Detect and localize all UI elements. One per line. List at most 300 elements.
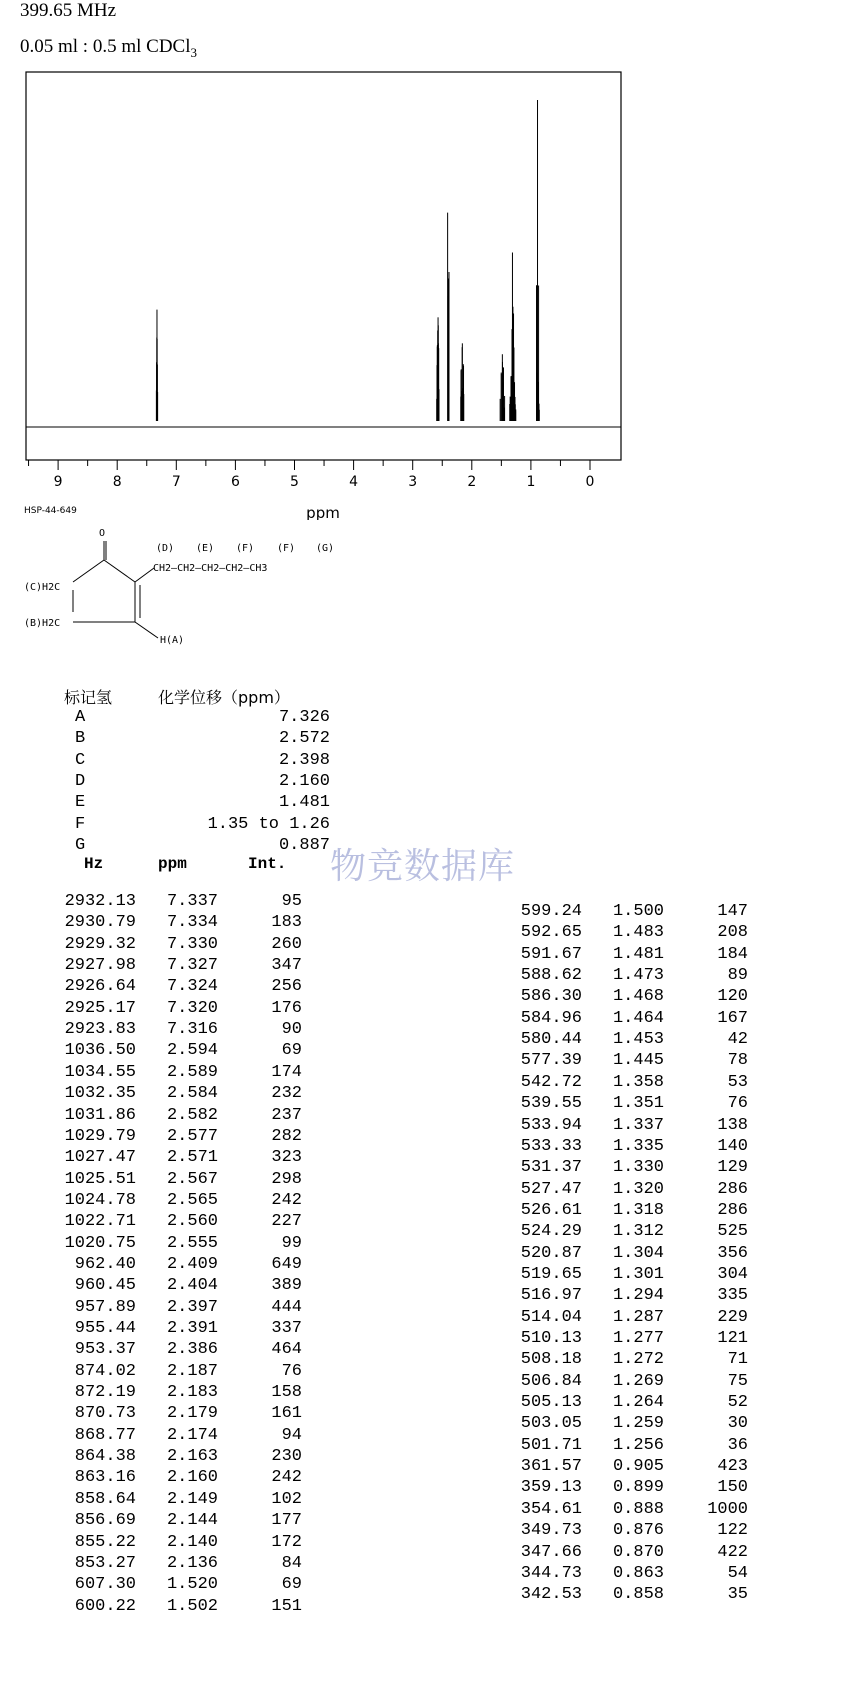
peak-hz: 1027.47 (64, 1148, 136, 1168)
carbon-position-label: (F) (277, 543, 296, 554)
peak-row (502, 1244, 762, 1265)
peak-intensity: 208 (717, 923, 748, 943)
peak-row (56, 1170, 316, 1191)
int-column-header: Int. (248, 855, 287, 873)
assignment-shift: 7.326 (278, 708, 330, 727)
peak-hz: 347.66 (520, 1542, 582, 1562)
peak-hz: 2926.64 (64, 977, 136, 997)
peak-row (502, 1201, 762, 1222)
peak-intensity: 167 (717, 1008, 748, 1028)
peak-intensity: 177 (271, 1511, 302, 1531)
peak-row (502, 1372, 762, 1393)
peak-row (56, 956, 316, 977)
peak-ppm: 2.594 (166, 1041, 218, 1061)
carbon-position-label: (G) (316, 543, 335, 554)
peak-intensity: 242 (271, 1190, 302, 1210)
peak-row (502, 1329, 762, 1350)
assignment-shift: 1.481 (278, 793, 330, 813)
peak-row (502, 987, 762, 1008)
assignment-label: G (75, 835, 86, 855)
peak-ppm: 2.571 (166, 1148, 218, 1168)
peak-ppm: 1.445 (612, 1051, 664, 1071)
peak-row (56, 1276, 316, 1297)
peak-ppm: 1.330 (612, 1158, 664, 1178)
peak-intensity: 176 (271, 998, 302, 1018)
peak-ppm: 1.320 (612, 1179, 664, 1199)
peak-hz: 955.44 (74, 1319, 136, 1338)
peak-intensity: 183 (271, 913, 302, 933)
assignment-shift: 2.572 (278, 729, 330, 749)
peak-hz: 580.44 (520, 1030, 582, 1050)
peak-hz: 361.57 (520, 1457, 582, 1477)
peak-ppm: 0.876 (612, 1521, 664, 1541)
peak-ppm: 2.149 (166, 1489, 218, 1509)
assignment-label: D (75, 771, 86, 791)
peak-hz: 1032.35 (64, 1084, 136, 1104)
assignment-label: A (75, 708, 86, 727)
peak-hz: 506.84 (520, 1371, 582, 1391)
peak-row (56, 1362, 316, 1383)
peak-hz: 2925.17 (64, 998, 136, 1018)
peak-hz: 2927.98 (64, 956, 136, 976)
peak-intensity: 122 (717, 1521, 748, 1541)
peak-hz: 505.13 (520, 1393, 582, 1413)
peak-intensity: 172 (271, 1532, 302, 1552)
peak-row (502, 1116, 762, 1137)
peak-row (56, 1597, 316, 1618)
peak-row (502, 1543, 762, 1564)
peak-row (56, 1127, 316, 1148)
peak-ppm: 1.464 (612, 1008, 664, 1028)
peak-row (56, 1554, 316, 1575)
peak-hz: 508.18 (520, 1350, 582, 1370)
peak-ppm: 1.337 (612, 1115, 664, 1135)
peak-ppm: 2.567 (166, 1169, 218, 1189)
peak-row (56, 1298, 316, 1319)
peak-ppm: 1.520 (166, 1575, 218, 1595)
peak-intensity: 649 (271, 1254, 302, 1274)
peak-ppm: 1.502 (166, 1596, 218, 1616)
peak-ppm: 7.330 (166, 934, 218, 954)
peak-intensity: 525 (717, 1222, 748, 1242)
x-tick-label: 4 (349, 474, 359, 490)
peak-intensity: 71 (727, 1350, 748, 1370)
peak-row (502, 966, 762, 987)
peak-row (502, 1073, 762, 1094)
b-hydrogen-label: (B)H2C (24, 618, 61, 629)
carbon-position-label: (E) (196, 543, 215, 554)
peak-row (56, 1020, 316, 1041)
peak-hz: 520.87 (520, 1243, 582, 1263)
peak-intensity: 140 (717, 1136, 748, 1156)
peak-row (502, 1564, 762, 1585)
peak-ppm: 2.179 (166, 1404, 218, 1424)
peak-row (56, 892, 316, 913)
peak-row (502, 1308, 762, 1329)
peak-ppm: 2.160 (166, 1468, 218, 1488)
peak-intensity: 304 (717, 1264, 748, 1284)
carbon-position-label: (F) (236, 543, 255, 554)
peak-ppm: 2.391 (166, 1319, 218, 1338)
peak-intensity: 230 (271, 1447, 302, 1467)
peak-ppm: 7.316 (166, 1020, 218, 1040)
peak-hz: 864.38 (74, 1447, 136, 1467)
peak-intensity: 52 (727, 1393, 748, 1413)
peak-hz: 591.67 (520, 944, 582, 964)
peak-ppm: 1.318 (612, 1200, 664, 1220)
peak-row (502, 902, 762, 923)
assignment-label: E (75, 793, 86, 813)
assignment-shift: 2.160 (278, 771, 330, 791)
peak-intensity: 423 (717, 1457, 748, 1477)
peak-ppm: 2.555 (166, 1233, 218, 1253)
peak-row (502, 1350, 762, 1371)
peak-hz: 524.29 (520, 1222, 582, 1242)
peak-ppm: 2.404 (166, 1276, 218, 1296)
peak-ppm: 7.320 (166, 998, 218, 1018)
peak-hz: 514.04 (520, 1307, 582, 1327)
peak-intensity: 30 (727, 1414, 748, 1434)
peak-intensity: 75 (727, 1371, 748, 1391)
peak-ppm: 2.565 (166, 1190, 218, 1210)
peak-ppm: 2.589 (166, 1062, 218, 1082)
peak-hz: 577.39 (520, 1051, 582, 1071)
peak-row (502, 923, 762, 944)
peak-hz: 2929.32 (64, 934, 136, 954)
peak-intensity: 158 (271, 1383, 302, 1403)
peak-hz: 519.65 (520, 1264, 582, 1284)
peak-row (502, 1500, 762, 1521)
peak-intensity: 54 (727, 1563, 748, 1583)
peak-intensity: 184 (717, 944, 748, 964)
solvent-subscript: 3 (190, 44, 197, 60)
peak-row (502, 1478, 762, 1499)
peak-ppm: 1.301 (612, 1264, 664, 1284)
peak-hz: 855.22 (74, 1532, 136, 1552)
peak-row (56, 1383, 316, 1404)
peak-row (502, 1094, 762, 1115)
peak-hz: 510.13 (520, 1329, 582, 1348)
spectrometer-frequency: 399.65 MHz (20, 0, 117, 21)
peak-hz: 607.30 (74, 1575, 136, 1595)
peak-row (56, 1490, 316, 1511)
peak-intensity: 256 (271, 977, 302, 997)
peak-ppm: 1.351 (612, 1094, 664, 1114)
peak-row (502, 1030, 762, 1051)
peak-hz: 533.94 (520, 1115, 582, 1135)
peak-intensity: 76 (281, 1361, 302, 1381)
peak-ppm: 0.858 (612, 1585, 664, 1605)
peak-hz: 953.37 (74, 1340, 136, 1360)
peak-row (56, 1468, 316, 1489)
peak-row (56, 1063, 316, 1084)
peak-hz: 853.27 (74, 1553, 136, 1573)
peak-intensity: 120 (717, 987, 748, 1007)
peak-hz: 588.62 (520, 966, 582, 986)
peak-row (56, 935, 316, 956)
peak-intensity: 298 (271, 1169, 302, 1189)
peak-hz: 863.16 (74, 1468, 136, 1488)
peak-hz: 531.37 (520, 1158, 582, 1178)
peak-ppm: 1.259 (612, 1414, 664, 1434)
peak-hz: 359.13 (520, 1478, 582, 1498)
peak-hz: 533.33 (520, 1136, 582, 1156)
peak-ppm: 1.272 (612, 1350, 664, 1370)
peak-intensity: 150 (717, 1478, 748, 1498)
peak-ppm: 2.136 (166, 1553, 218, 1573)
peak-row (56, 1234, 316, 1255)
c-hydrogen-label: (C)H2C (24, 582, 61, 593)
peak-intensity: 129 (717, 1158, 748, 1178)
assignment-label: F (75, 814, 86, 834)
x-axis-label: ppm (306, 504, 340, 520)
x-tick-label: 9 (53, 474, 63, 490)
peak-ppm: 0.905 (612, 1457, 664, 1477)
peak-intensity: 260 (271, 934, 302, 954)
peak-intensity: 464 (271, 1340, 302, 1360)
peak-intensity: 335 (717, 1286, 748, 1306)
peak-ppm: 1.335 (612, 1136, 664, 1156)
peak-intensity: 282 (271, 1126, 302, 1146)
peak-intensity: 1000 (707, 1499, 748, 1519)
peak-row (502, 1286, 762, 1307)
peak-intensity: 90 (281, 1020, 302, 1040)
peak-hz: 1022.71 (64, 1212, 136, 1232)
peak-row (56, 999, 316, 1020)
peak-row (502, 1222, 762, 1243)
peak-intensity: 323 (271, 1148, 302, 1168)
watermark: 物竞数据库 (330, 846, 516, 887)
x-tick-label: 5 (290, 474, 299, 490)
peak-hz: 1025.51 (64, 1169, 136, 1189)
peak-intensity: 227 (271, 1212, 302, 1232)
peak-row (56, 913, 316, 934)
peak-hz: 858.64 (74, 1489, 136, 1509)
peak-hz: 1034.55 (64, 1062, 136, 1082)
peak-intensity: 229 (717, 1307, 748, 1327)
x-tick-label: 7 (171, 474, 181, 490)
oxygen-atom: O (99, 528, 106, 539)
peak-ppm: 0.888 (612, 1499, 664, 1519)
x-tick-label: 3 (408, 474, 418, 490)
peak-row (56, 1511, 316, 1532)
peak-ppm: 1.269 (612, 1371, 664, 1391)
peak-hz: 1031.86 (64, 1105, 136, 1125)
assignment-shift: 2.398 (278, 750, 330, 770)
peak-ppm: 7.334 (166, 913, 218, 933)
solvent-text: 0.05 ml : 0.5 ml CDCl (20, 36, 191, 57)
peak-row (502, 1158, 762, 1179)
peak-ppm: 2.386 (166, 1340, 218, 1360)
peak-hz: 354.61 (520, 1499, 582, 1519)
peak-ppm: 1.468 (612, 987, 664, 1007)
chemical-shift-header: 化学位移（ppm） (158, 688, 290, 707)
peak-hz: 600.22 (74, 1596, 136, 1616)
peak-ppm: 1.287 (612, 1307, 664, 1327)
peak-row (502, 1393, 762, 1414)
peak-hz: 1024.78 (64, 1190, 136, 1210)
peak-intensity: 76 (727, 1094, 748, 1114)
peak-ppm: 1.500 (612, 902, 664, 921)
peak-hz: 1036.50 (64, 1041, 136, 1061)
peak-ppm: 2.163 (166, 1447, 218, 1467)
peak-intensity: 78 (727, 1051, 748, 1071)
peak-row (502, 1051, 762, 1072)
peak-intensity: 147 (717, 902, 748, 921)
peak-hz: 868.77 (74, 1425, 136, 1445)
peak-ppm: 2.577 (166, 1126, 218, 1146)
peak-ppm: 2.409 (166, 1254, 218, 1274)
peak-row (502, 1009, 762, 1030)
peak-row (56, 1084, 316, 1105)
peak-ppm: 1.304 (612, 1243, 664, 1263)
peak-ppm: 1.312 (612, 1222, 664, 1242)
peak-hz: 2932.13 (64, 892, 136, 911)
peak-row (56, 1319, 316, 1340)
a-hydrogen-label: H(A) (160, 635, 185, 646)
peak-intensity: 138 (717, 1115, 748, 1135)
peak-hz: 874.02 (74, 1361, 136, 1381)
peak-ppm: 1.473 (612, 966, 664, 986)
carbon-position-label: (D) (156, 543, 175, 554)
peak-hz: 516.97 (520, 1286, 582, 1306)
peak-intensity: 242 (271, 1468, 302, 1488)
peak-intensity: 95 (281, 892, 302, 911)
peak-intensity: 422 (717, 1542, 748, 1562)
peak-row (56, 1191, 316, 1212)
peak-hz: 957.89 (74, 1297, 136, 1317)
peak-ppm: 1.358 (612, 1072, 664, 1092)
peak-hz: 527.47 (520, 1179, 582, 1199)
peak-ppm: 2.582 (166, 1105, 218, 1125)
peak-ppm: 2.560 (166, 1212, 218, 1232)
peak-intensity: 444 (271, 1297, 302, 1317)
assignment-shift: 0.887 (278, 835, 330, 855)
peak-hz: 856.69 (74, 1511, 136, 1531)
peak-ppm: 1.264 (612, 1393, 664, 1413)
x-tick-label: 1 (526, 474, 536, 490)
peak-intensity: 232 (271, 1084, 302, 1104)
assignment-shift: 1.35 to 1.26 (207, 814, 330, 834)
peak-ppm: 2.187 (166, 1361, 218, 1381)
peak-hz: 526.61 (520, 1200, 582, 1220)
peak-intensity: 151 (271, 1596, 302, 1616)
peak-hz: 584.96 (520, 1008, 582, 1028)
peak-row (56, 1533, 316, 1554)
x-tick-label: 0 (585, 474, 595, 490)
peak-intensity: 35 (727, 1585, 748, 1605)
peak-row (56, 1212, 316, 1233)
peak-ppm: 7.327 (166, 956, 218, 976)
peak-intensity: 121 (717, 1329, 748, 1348)
peak-intensity: 69 (281, 1575, 302, 1595)
peak-ppm: 7.337 (166, 892, 218, 911)
peak-ppm: 0.863 (612, 1563, 664, 1583)
peak-hz: 2930.79 (64, 913, 136, 933)
peak-row (56, 1340, 316, 1361)
peak-intensity: 347 (271, 956, 302, 976)
peak-row (56, 1426, 316, 1447)
peak-intensity: 99 (281, 1233, 302, 1253)
peak-hz: 592.65 (520, 923, 582, 943)
peak-ppm: 1.256 (612, 1435, 664, 1455)
peak-row (56, 1404, 316, 1425)
peak-ppm: 2.174 (166, 1425, 218, 1445)
peak-hz: 349.73 (520, 1521, 582, 1541)
peak-ppm: 1.483 (612, 923, 664, 943)
peak-intensity: 69 (281, 1041, 302, 1061)
peak-row (56, 1255, 316, 1276)
peak-hz: 1029.79 (64, 1126, 136, 1146)
peak-row (502, 1180, 762, 1201)
peak-row (56, 1106, 316, 1127)
x-tick-label: 2 (467, 474, 477, 490)
x-tick-label: 8 (112, 474, 122, 490)
peak-intensity: 84 (281, 1553, 302, 1573)
peak-hz: 542.72 (520, 1072, 582, 1092)
peak-ppm: 2.140 (166, 1532, 218, 1552)
peak-row (56, 1148, 316, 1169)
peak-ppm: 1.481 (612, 944, 664, 964)
side-chain: CH2—CH2—CH2—CH2—CH3 (153, 563, 268, 574)
peak-intensity: 161 (271, 1404, 302, 1424)
peak-hz: 539.55 (520, 1094, 582, 1114)
peak-intensity: 337 (271, 1319, 302, 1338)
peak-intensity: 356 (717, 1243, 748, 1263)
peak-hz: 2923.83 (64, 1020, 136, 1040)
peak-hz: 599.24 (520, 902, 582, 921)
peak-row (502, 1521, 762, 1542)
peak-ppm: 2.144 (166, 1511, 218, 1531)
peak-row (502, 1585, 762, 1606)
peak-hz: 501.71 (520, 1435, 582, 1455)
peak-intensity: 36 (727, 1435, 748, 1455)
peak-ppm: 1.453 (612, 1030, 664, 1050)
peak-hz: 870.73 (74, 1404, 136, 1424)
peak-ppm: 1.277 (612, 1329, 664, 1348)
peak-row (502, 945, 762, 966)
peak-intensity: 94 (281, 1425, 302, 1445)
assignment-label: B (75, 729, 86, 749)
ppm-column-header: ppm (158, 855, 187, 873)
peak-row (502, 1265, 762, 1286)
peak-row (56, 1447, 316, 1468)
peak-row (502, 1137, 762, 1158)
peak-hz: 960.45 (74, 1276, 136, 1296)
peak-intensity: 286 (717, 1200, 748, 1220)
peak-row (502, 1414, 762, 1435)
spectrum-id: HSP-44-649 (24, 506, 77, 516)
peak-intensity: 286 (717, 1179, 748, 1199)
peak-intensity: 102 (271, 1489, 302, 1509)
peak-row (56, 977, 316, 998)
peak-intensity: 389 (271, 1276, 302, 1296)
peak-hz: 962.40 (74, 1254, 136, 1274)
peak-intensity: 89 (727, 966, 748, 986)
x-tick-label: 6 (230, 474, 240, 490)
peak-intensity: 42 (727, 1030, 748, 1050)
peak-hz: 1020.75 (64, 1233, 136, 1253)
peak-hz: 503.05 (520, 1414, 582, 1434)
peak-ppm: 0.870 (612, 1542, 664, 1562)
peak-intensity: 237 (271, 1105, 302, 1125)
peak-row (56, 1575, 316, 1596)
peak-hz: 342.53 (520, 1585, 582, 1605)
peak-row (502, 1436, 762, 1457)
peak-intensity: 174 (271, 1062, 302, 1082)
peak-ppm: 0.899 (612, 1478, 664, 1498)
peak-hz: 872.19 (74, 1383, 136, 1403)
